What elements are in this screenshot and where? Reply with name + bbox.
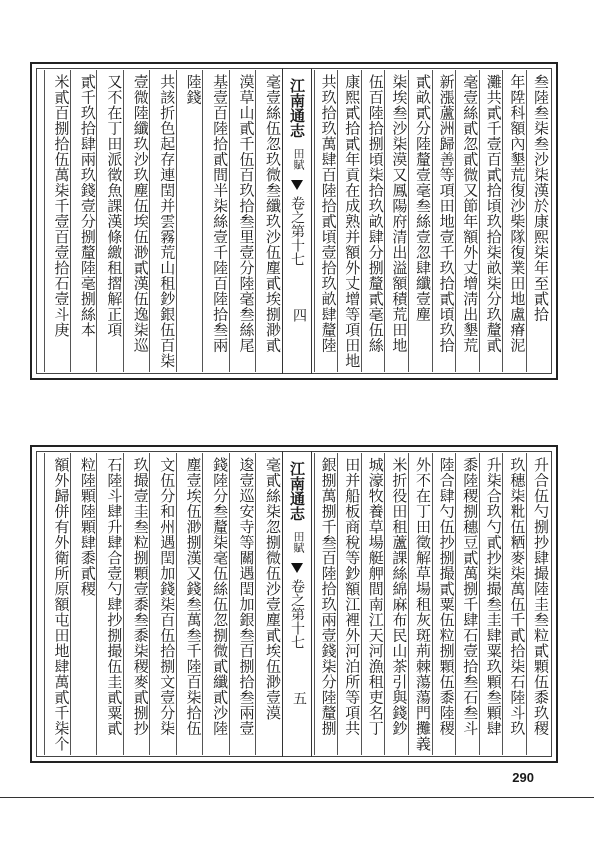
text-column: 玖穗柒粃伍粞麥柒萬伍千貳拾柒石陸斗玖 <box>508 457 527 736</box>
text-column: 漠草山貳千伍百玖拾叁里壹分陸毫叁絲尾 <box>237 74 256 353</box>
column-rule <box>314 70 315 372</box>
center-band <box>282 451 312 757</box>
text-column: 銀捌萬捌千叁百陸拾玖兩壹錢柒分陸釐捌 <box>319 457 338 736</box>
text-column: 文伍分和州遇閏加錢柒百伍拾捌文壹分柒 <box>158 457 177 736</box>
text-column: 升合伍勺捌抄肆撮陸圭叁粒貳顆伍黍玖稷 <box>531 457 550 736</box>
text-column: 升柒合玖勺貳抄柒撮叁圭肆粟玖顆叁顆肆 <box>484 457 503 736</box>
center-band-title: 江南通志 <box>288 78 306 138</box>
text-column: 米折役田租蘆課絲綿麻布民山茶引與錢鈔 <box>390 457 409 736</box>
center-band-section: 田賦 <box>292 531 305 553</box>
center-band <box>282 68 312 374</box>
column-rule <box>44 70 45 372</box>
text-column: 石陸斗肆升肆合壹勺肆抄捌撮伍圭貳粟貳 <box>105 457 124 736</box>
center-band-page: 五 <box>291 691 307 705</box>
column-rule <box>44 453 45 755</box>
text-column: 柒埃叁沙柒漠又鳳陽府清出溢額積荒田地 <box>390 74 409 353</box>
text-column: 叁陸叁柒叁沙柒漢於康熙柒年至貳拾 <box>531 74 550 322</box>
text-column: 毫貳絲柒忽捌微伍沙壹塵貳埃伍渺壹漠 <box>263 457 282 721</box>
text-column: 貳畝貳分陸釐壹毫叁絲壹忽肆纖壹塵 <box>413 74 432 322</box>
text-column: 黍陸稷捌穗豆貳萬捌千肆石壹拾叁石叁斗 <box>461 457 480 736</box>
text-column: 逡壹巡安寺等關遇閏加銀叁百捌拾叁兩壹 <box>237 457 256 736</box>
text-column: 額外歸併有外衛所原額屯田地肆萬貳千柒个 <box>52 457 71 752</box>
center-band-volume: 卷之第十七 <box>289 579 305 649</box>
text-column: 共該折色起存連閏并雲霧荒山租鈔銀伍百柒 <box>158 74 177 369</box>
text-column: 又不在丁田派徵魚課漢條繳租摺解正項 <box>105 74 124 338</box>
text-column: 米貳百捌拾伍萬柒千壹百壹拾石壹斗庚 <box>52 74 71 338</box>
text-column: 玖撮壹圭叁粒捌顆壹黍叁黍柒稷麥貳捌抄 <box>131 457 150 736</box>
top-page-panel <box>30 62 558 380</box>
center-band-page: 四 <box>291 308 307 322</box>
text-column: 共玖拾玖萬肆百陸拾貳頃壹拾玖畝肆釐陸 <box>319 74 338 353</box>
text-column: 陸合肆勺伍抄捌撮貳粟伍粒捌顆伍黍陸稷 <box>437 457 456 736</box>
text-column: 粒陸顆陸顆肆黍貳稷 <box>78 457 97 597</box>
center-band-title: 江南通志 <box>288 461 306 521</box>
bottom-page-panel <box>30 445 558 763</box>
text-column: 灘共貳千壹百貳拾頃玖拾柒畝柒分玖釐貳 <box>484 74 503 353</box>
center-band-section: 田賦 <box>292 148 305 170</box>
text-column: 貳千玖拾肆兩玖錢壹分捌釐陸毫捌絲本 <box>78 74 97 338</box>
bottom-divider <box>0 797 594 798</box>
column-rule <box>314 453 315 755</box>
text-column: 田并船板商稅等鈔額江裡外河泊所等項共 <box>343 457 362 736</box>
text-column: 毫壹絲伍忽玖微叁纖玖沙伍塵貳埃捌渺貳 <box>263 74 282 353</box>
center-band-volume: 卷之第十七 <box>289 196 305 266</box>
page-number: 290 <box>512 770 534 785</box>
fishtail-mark-icon <box>291 563 303 573</box>
text-column: 伍百陸拾捌頃柒拾玖畝肆分捌釐貳毫伍絲 <box>366 74 385 353</box>
text-column: 錢陸分叁釐柒毫伍絲伍忽捌微貳纖貳沙陸 <box>211 457 230 736</box>
text-column: 陸錢 <box>184 74 203 105</box>
fishtail-mark-icon <box>291 180 303 190</box>
text-column: 基壹百陸拾貳間半柒絲壹千陸百陸拾叁兩 <box>211 74 230 353</box>
text-column: 壹微陸纖玖沙玖塵伍埃伍渺貳漢伍逸柒巡 <box>131 74 150 353</box>
text-column: 塵壹埃伍渺捌漢又錢叁萬叁千陸百柒拾伍 <box>184 457 203 736</box>
text-column: 年陞科額內墾荒復沙柴隊復業田地盧瘠泥 <box>508 74 527 353</box>
text-column: 毫壹絲貳忽貳微又節年額外丈增淸出墾荒 <box>461 74 480 353</box>
text-column: 外不在丁田徵解草場租灰斑荊棘蕩蕩門攤義 <box>413 457 432 752</box>
text-column: 城濠牧養草場艇舺間南江天河漁租吏名丁 <box>366 457 385 736</box>
text-column: 新漲蘆洲歸善等項田地壹千玖拾貳頃玖拾 <box>437 74 456 353</box>
text-column: 康熙貳拾貳年貢在成熟并額外丈增等項田地 <box>343 74 362 369</box>
